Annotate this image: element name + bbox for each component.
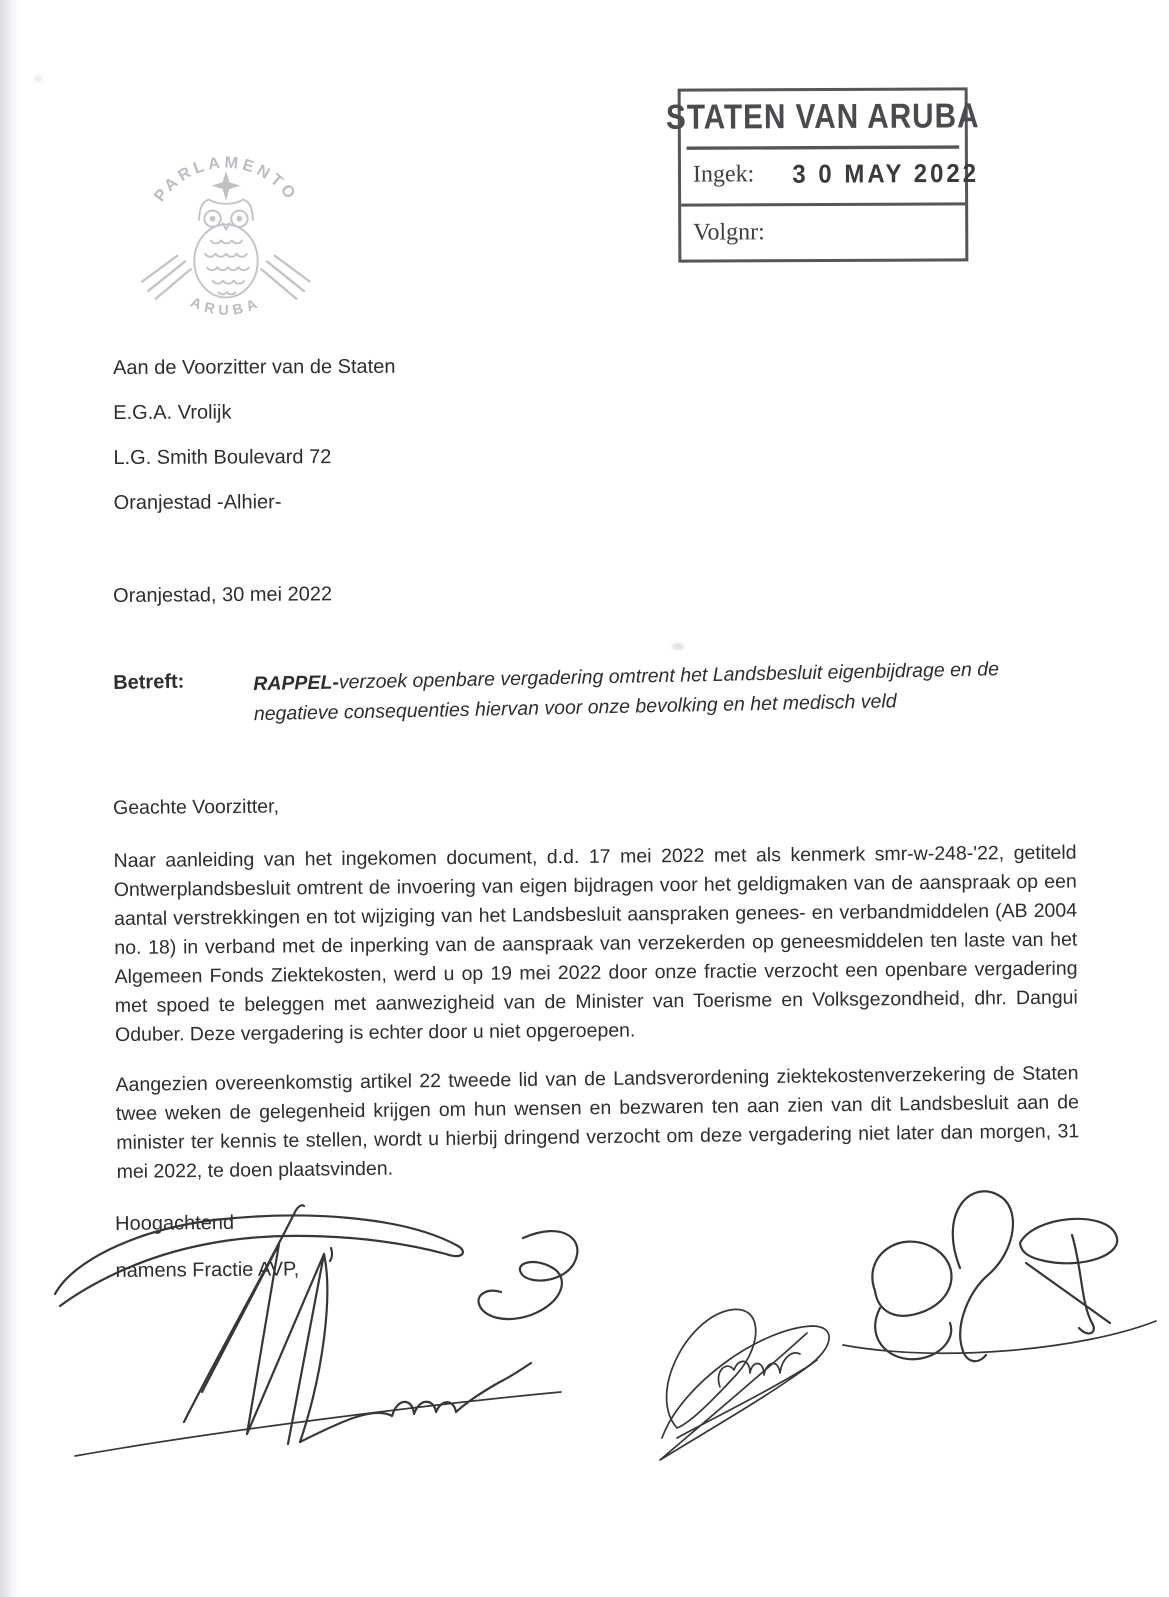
stamp-received-date: 3 0 MAY 2022 (792, 158, 980, 189)
signature-left (42, 1192, 642, 1472)
stamp-volgnr-row (681, 205, 965, 259)
signature-right (820, 1172, 1160, 1372)
laurel-right-icon (261, 255, 311, 299)
subject-label: Betreft: (113, 670, 185, 694)
recipient-line: L.G. Smith Boulevard 72 (113, 446, 332, 469)
logo-arc-top-text: PARLAMENTO (150, 153, 302, 206)
scan-speck (34, 75, 42, 82)
recipient-address (113, 357, 396, 538)
laurel-left-icon (142, 255, 192, 299)
owl-emblem (194, 171, 257, 298)
stamp-volgnr-label: Volgnr: (693, 219, 765, 246)
subject-text (253, 653, 1084, 730)
paragraph-2: Aangezien overeenkomstig artikel 22 tweede lid van de Landsverordening ziektekostenverzekering de Staten twee weken de gelegenheid krijgen om hun wensen en bezwaren ten aan zien van dit Landsbesluit aan de minister ter kennis te stellen, wordt u hierbij dringend verzocht om deze vergadering niet later dan morgen, 31 mei 2022, te doen plaatsvinden. (115, 1062, 1080, 1183)
salutation: Geachte Voorzitter, (113, 795, 280, 819)
recipient-line: E.G.A. Vrolijk (113, 401, 232, 424)
scan-speck (672, 643, 684, 650)
logo-arc-bottom-text: ARUBA (187, 294, 265, 319)
closing-regards: Hoogachtend (115, 1211, 235, 1235)
recipient-line: Oranjestad -Alhier- (113, 491, 282, 514)
stamp-title: STATEN VAN ARUBA (686, 87, 959, 150)
stamp-received-row (681, 145, 980, 206)
subject-emphasis: RAPPEL- (253, 671, 340, 696)
subject-text-rest: verzoek openbare vergadering omtrent het Landsbesluit eigenbijdrage en de negatieve consequenties hiervan voor onze bevolking en het medisch veld (253, 658, 1000, 726)
closing-on-behalf: namens Fractie AVP, (115, 1258, 300, 1282)
star-icon (212, 171, 241, 201)
scan-edge-shadow (0, 0, 22, 1597)
subject-row (113, 652, 1094, 732)
received-stamp (665, 87, 980, 262)
recipient-line: Aan de Voorzitter van de Staten (112, 355, 396, 379)
parlamento-aruba-logo (130, 140, 322, 332)
paragraph-1: Naar aanleiding van het ingekomen document, d.d. 17 mei 2022 met als kenmerk smr-w-248-'22, getiteld Ontwerplandsbesluit omtrent de invoering van eigen bijdragen voor het geldigmaken van de aanspraak op een aantal verstrekkingen en tot wijziging van het Landsbesluit aanspraken genees- en verbandmiddelen (AB 2004 no. 18) in verband met de inperking van de aanspraak van verzekerden op geneesmiddelen ten laste van het Algemeen Fonds Ziektekosten, werd u op 19 mei 2022 door onze fractie verzocht een openbare vergadering met spoed te beleggen met aanwezigheid van de Minister van Toerisme en Volksgezondheid, dhr. Dangui Oduber. Deze vergadering is echter door u niet opgeroepen. (113, 841, 1078, 1046)
stamp-received-label: Ingek: (692, 161, 755, 188)
letter-body (113, 789, 1080, 1208)
dateline: Oranjestad, 30 mei 2022 (113, 583, 333, 607)
